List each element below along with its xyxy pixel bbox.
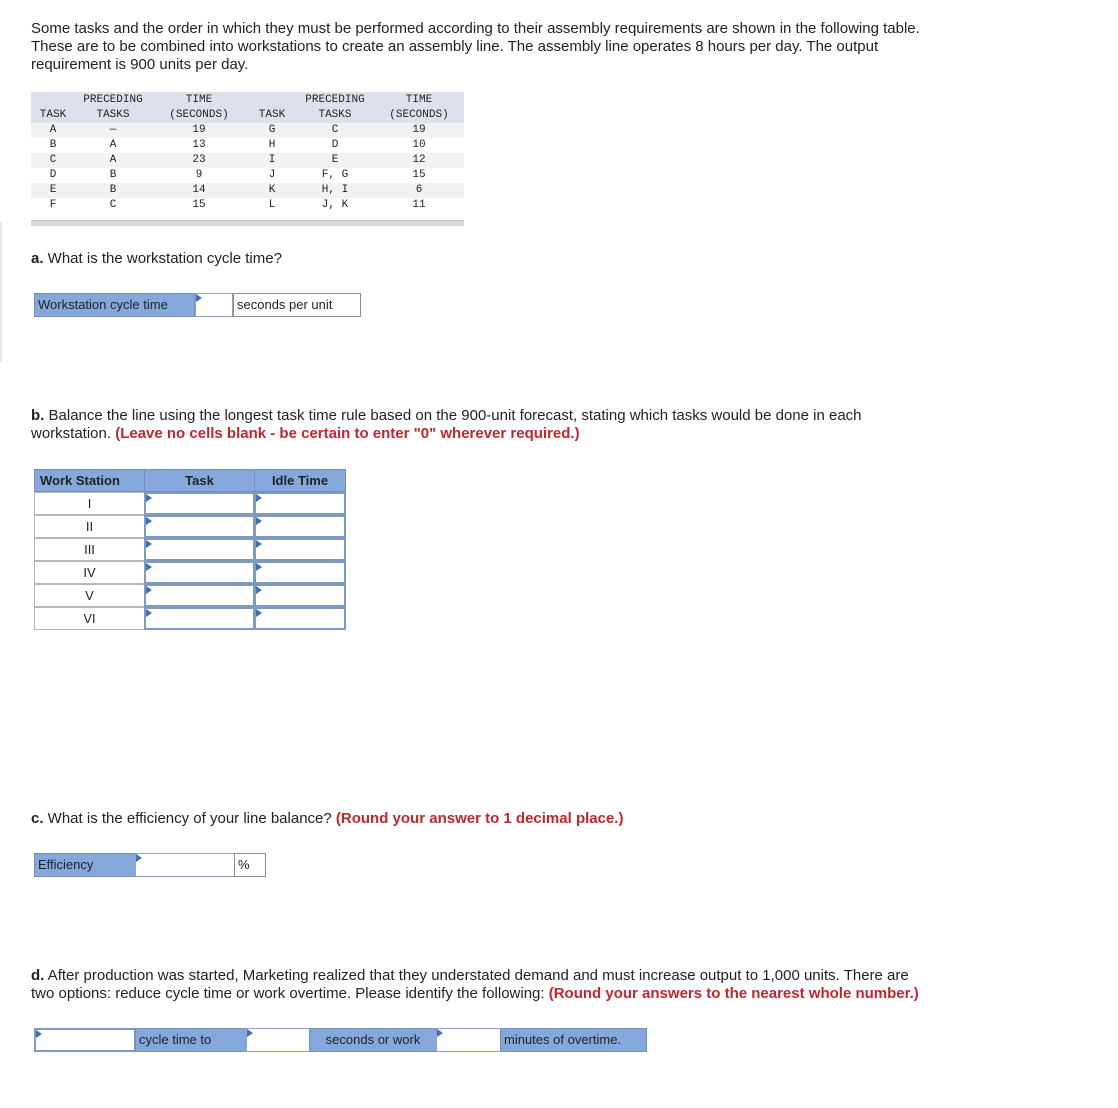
preceding-cell: A (109, 139, 117, 151)
seconds-or-work-label: seconds or work (309, 1028, 437, 1052)
cycle-time-label: Workstation cycle time (34, 293, 195, 317)
new-cycle-time-input[interactable] (246, 1028, 310, 1052)
header-preceding-left-bottom: TASKS (96, 109, 130, 121)
task-cell: H (268, 139, 276, 151)
efficiency-unit: % (234, 853, 266, 877)
task-table-bottom-rule (31, 220, 464, 226)
station-label: IV (34, 561, 145, 584)
station-idle-time-input[interactable] (254, 607, 346, 630)
task-cell: G (268, 124, 276, 136)
station-task-input[interactable] (144, 607, 255, 630)
header-time-right-top: TIME (405, 94, 433, 106)
task-table (31, 92, 464, 226)
cycle-time-unit: seconds per unit (233, 293, 361, 317)
header-time-left-top: TIME (185, 94, 213, 106)
left-margin-bar (0, 222, 2, 362)
preceding-cell: C (109, 199, 117, 211)
preceding-cell: C (331, 124, 339, 136)
task-cell: B (49, 139, 57, 151)
intro-line-2: These are to be combined into workstations to create an assembly line. The assembly line operates 8 hours per day. The output (31, 38, 879, 55)
overtime-minutes-input[interactable] (436, 1028, 501, 1052)
header-task-left: TASK (39, 109, 67, 121)
part-b-question: b. Balance the line using the longest task time rule based on the 900-unit forecast, stating which tasks would be done in each workstation. (Leave no cells blank - be certain to enter "0" wherever required.) (31, 407, 862, 442)
header-time-left-bottom: (SECONDS) (169, 109, 229, 121)
station-idle-time-input[interactable] (254, 561, 346, 584)
station-task-input[interactable] (144, 515, 255, 538)
station-label: I (34, 492, 145, 515)
minutes-of-overtime-label: minutes of overtime. (500, 1028, 647, 1052)
station-idle-time-input[interactable] (254, 584, 346, 607)
option-type-input[interactable] (34, 1028, 136, 1052)
header-preceding-right-bottom: TASKS (318, 109, 352, 121)
preceding-cell: H, I (321, 184, 349, 196)
efficiency-input[interactable] (135, 853, 235, 877)
preceding-cell: D (331, 139, 339, 151)
idle-time-column-header: Idle Time (254, 469, 346, 492)
header-time-right-bottom: (SECONDS) (389, 109, 449, 121)
header-preceding-right-top: PRECEDING (305, 94, 365, 106)
cycle-time-input[interactable] (195, 293, 233, 317)
station-idle-time-input[interactable] (254, 515, 346, 538)
task-column-header: Task (144, 469, 255, 492)
preceding-cell: J, K (321, 199, 349, 211)
intro-line-3: requirement is 900 units per day. (31, 56, 249, 73)
time-cell: 14 (192, 184, 206, 196)
cycle-time-to-label: cycle time to (135, 1028, 247, 1052)
station-label: III (34, 538, 145, 561)
preceding-cell: F, G (321, 169, 349, 181)
time-cell: 23 (192, 154, 206, 166)
work-station-column-header: Work Station (34, 469, 145, 492)
time-cell: 9 (195, 169, 203, 181)
preceding-cell: E (331, 154, 339, 166)
task-cell: A (49, 124, 57, 136)
task-cell: K (268, 184, 276, 196)
preceding-cell: — (109, 124, 117, 136)
station-idle-time-input[interactable] (254, 492, 346, 515)
station-label: V (34, 584, 145, 607)
task-cell: F (49, 199, 57, 211)
preceding-cell: B (109, 169, 117, 181)
header-preceding-left-top: PRECEDING (83, 94, 143, 106)
intro-line-1: Some tasks and the order in which they must be performed according to their assembly requirements are shown in the following table. (31, 20, 920, 37)
station-label: VI (34, 607, 145, 630)
time-cell: 12 (412, 154, 426, 166)
time-cell: 15 (412, 169, 426, 181)
task-cell: L (268, 199, 276, 211)
part-c-question: c. What is the efficiency of your line balance? (Round your answer to 1 decimal place.) (31, 810, 624, 827)
time-cell: 19 (192, 124, 206, 136)
intro-text (31, 20, 1101, 74)
task-cell: I (268, 154, 276, 166)
task-cell: E (49, 184, 57, 196)
part-a-question: a. What is the workstation cycle time? (31, 250, 282, 267)
station-task-input[interactable] (144, 538, 255, 561)
station-task-input[interactable] (144, 561, 255, 584)
station-task-input[interactable] (144, 584, 255, 607)
task-cell: D (49, 169, 57, 181)
task-cell: C (49, 154, 57, 166)
station-label: II (34, 515, 145, 538)
header-task-right: TASK (258, 109, 286, 121)
station-idle-time-input[interactable] (254, 538, 346, 561)
preceding-cell: A (109, 154, 117, 166)
time-cell: 19 (412, 124, 426, 136)
part-d-question: d. After production was started, Marketing realized that they understated demand and must increase output to 1,000 units. There are two options: reduce cycle time or work overtime. Please identify the following: (Round your answers to the nearest whole number.) (31, 967, 919, 1002)
time-cell: 6 (415, 184, 423, 196)
task-cell: J (268, 169, 276, 181)
time-cell: 10 (412, 139, 426, 151)
time-cell: 13 (192, 139, 206, 151)
preceding-cell: B (109, 184, 117, 196)
time-cell: 15 (192, 199, 206, 211)
efficiency-label: Efficiency (34, 853, 136, 877)
station-task-input[interactable] (144, 492, 255, 515)
time-cell: 11 (412, 199, 426, 211)
